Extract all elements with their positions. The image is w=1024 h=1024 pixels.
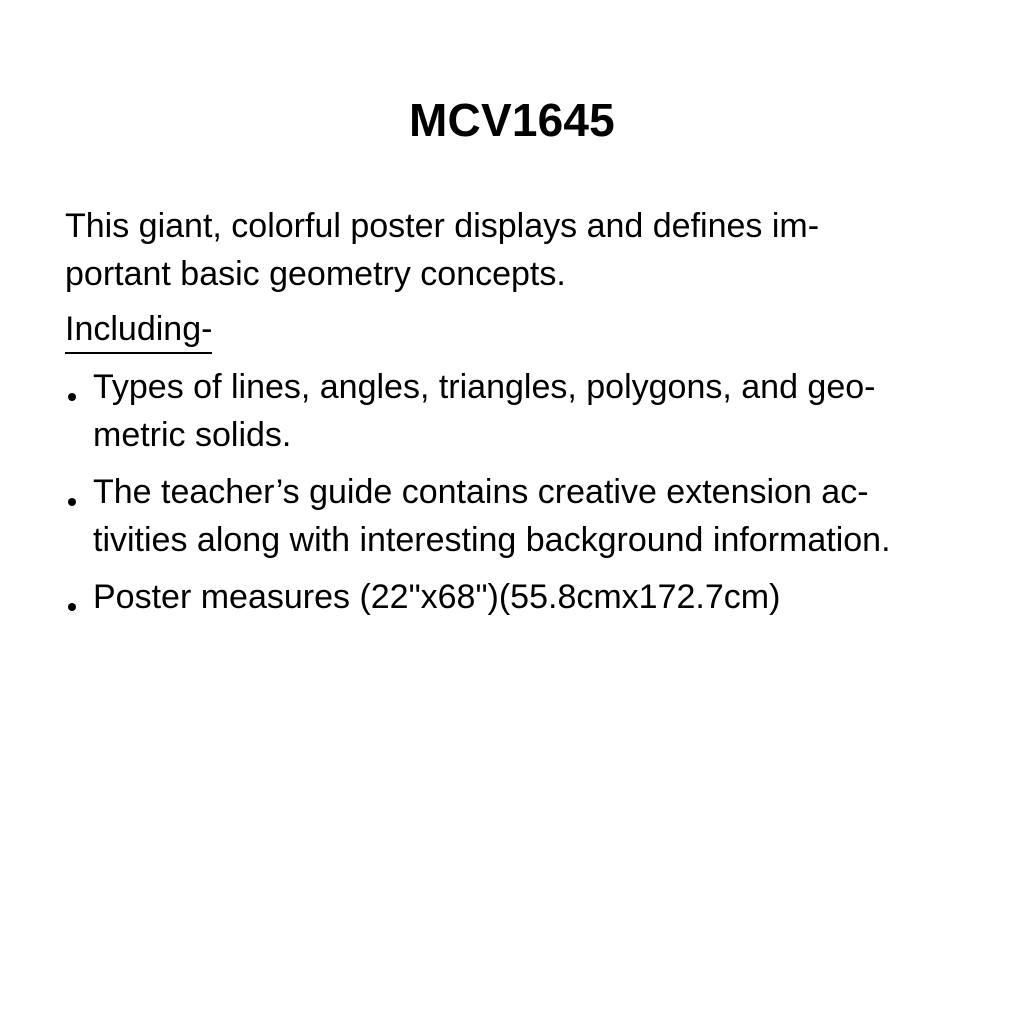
list-item (65, 468, 985, 564)
intro-paragraph-line-2: portant basic geometry concepts. (65, 255, 566, 293)
bullet-dot-icon (68, 498, 76, 506)
bullet-dot-icon (68, 393, 76, 401)
document-body (65, 202, 985, 621)
list-item-text (93, 573, 985, 621)
list-item-line-2: tivities along with interesting background information. (93, 521, 891, 559)
intro-paragraph (65, 202, 985, 298)
section-heading-label: Including- (65, 307, 212, 354)
list-item-text (93, 363, 985, 459)
list-item-text (93, 468, 985, 564)
list-item-line-1: Types of lines, angles, triangles, polygons, and geo- (93, 368, 876, 406)
section-heading-including (65, 305, 985, 354)
list-item (65, 363, 985, 459)
feature-bullet-list (65, 363, 985, 621)
list-item-line-2: metric solids. (93, 416, 292, 454)
page-title: MCV1645 (409, 93, 615, 146)
list-item (65, 573, 985, 621)
list-item-line-1: The teacher’s guide contains creative extension ac- (93, 473, 869, 511)
intro-paragraph-line-1: This giant, colorful poster displays and defines im- (65, 207, 820, 245)
list-item-line-1: Poster measures (22"x68")(55.8cmx172.7cm) (93, 578, 781, 616)
bullet-dot-icon (68, 603, 76, 611)
